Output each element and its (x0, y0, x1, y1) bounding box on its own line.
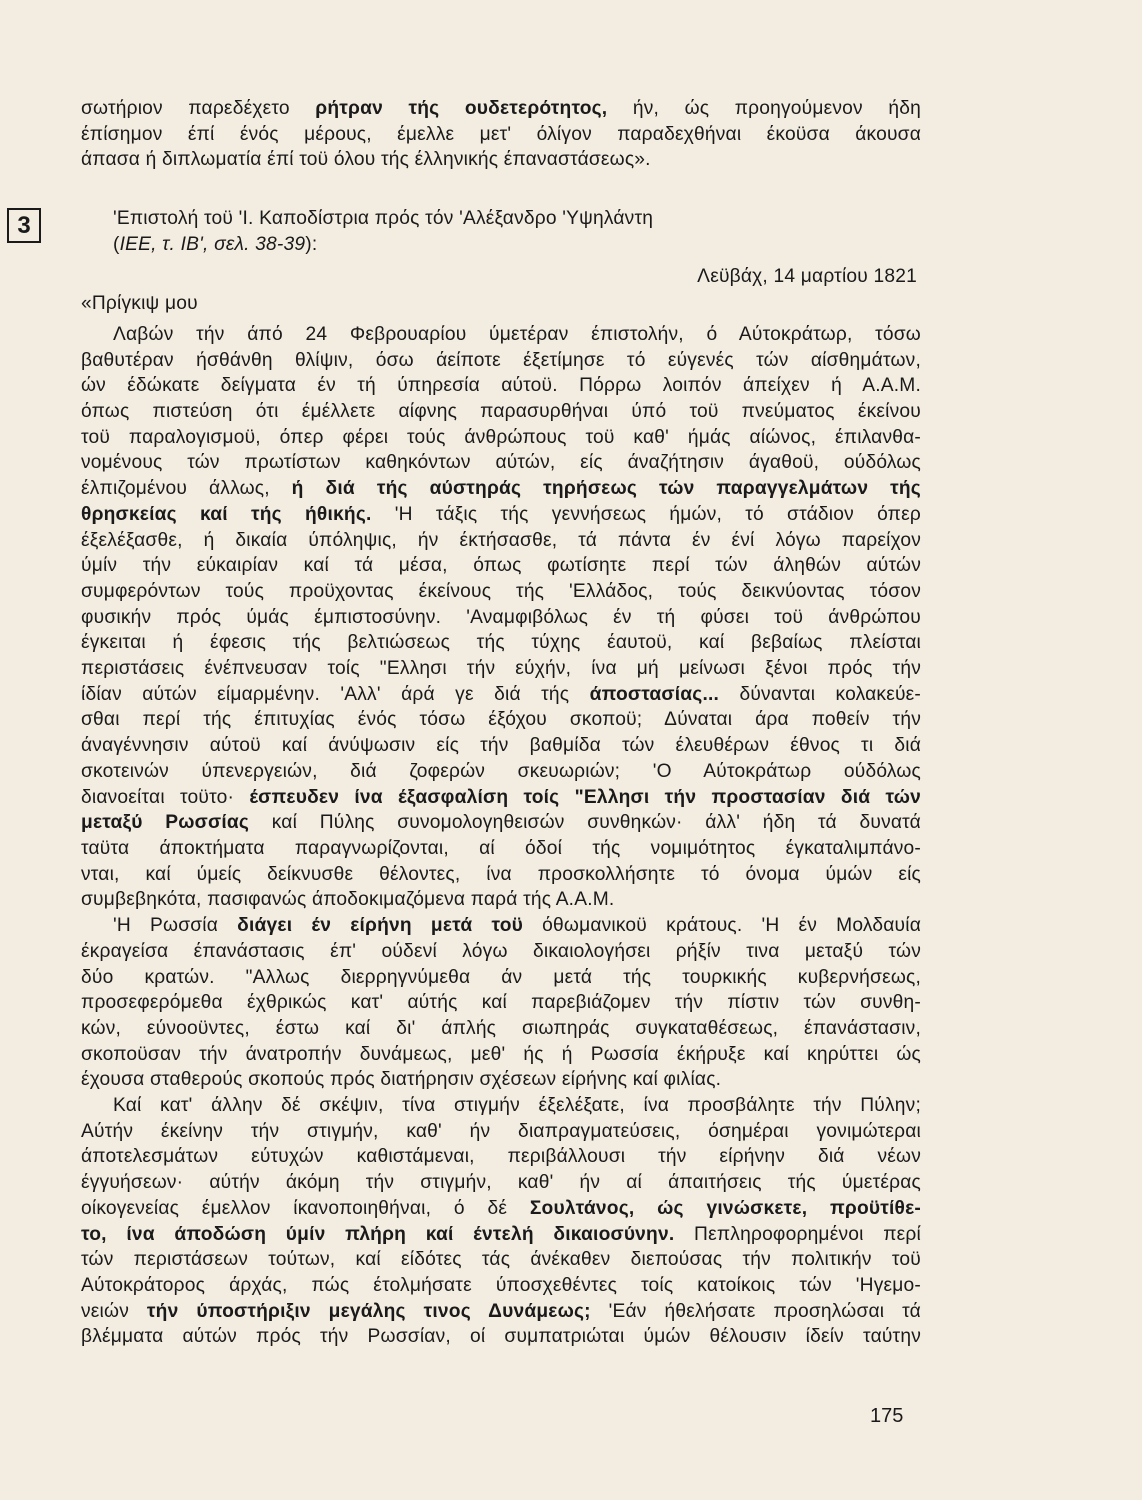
text-line (81, 682, 921, 708)
bold-text: ρήτραν τής ουδετερότητος, (315, 98, 608, 119)
text-run: δύνανται κολακεύε- (719, 683, 921, 705)
text-run: έξελέξασθε, ή δικαία ύπόληψις, ήν έκτήσασθε, τά πάντα έν ένί λόγω παρείχον (81, 529, 921, 551)
text-run: κών, εύνοοϋντες, έστω καί δι' άπλής σιωπηράς συγκαταθέσεως, έπανάστασιν, (81, 1017, 921, 1039)
text-line (81, 1196, 921, 1222)
text-run: ών έδώκατε δείγματα έν τή ύπηρεσία αύτοϋ. Πόρρω λοιπόν άπείχεν ή Α.Α.Μ. (81, 375, 921, 397)
text-run: 'Εάν ήθελήσατε προσηλώσαι τά (590, 1300, 921, 1322)
text-run: ίδίαν αύτών είμαρμένην. 'Αλλ' άρά γε διά τής (81, 683, 590, 705)
text-run: Λαβών τήν άπό 24 Φεβρουαρίου ύμετέραν έπιστολήν, ό Αύτοκράτωρ, τόσω (113, 323, 921, 345)
text-line (81, 656, 921, 682)
source-citation: ΙΕΕ, τ. ΙΒ', σελ. 38-39 (119, 233, 306, 255)
text-run: δύο κρατών. "Αλλως διερρηγνύμεθα άν μετά τής τουρκικής κυβερνήσεως, (81, 966, 921, 988)
text-run: όθωμανικοϋ κράτους. 'Η έν Μολδαυία (523, 915, 921, 937)
text-run: άπασα ή διπλωματία έπί τοϋ όλου τής έλληνικής έπαναστάσεως». (81, 149, 651, 171)
text-run: 'Η Ρωσσία (113, 915, 238, 937)
text-run: έκραγείσα έπανάστασις έπ' ούδενί λόγω δικαιολογήσει ρήξίν τινα μεταξύ τών (81, 940, 921, 962)
text-line (81, 553, 921, 579)
text-line (81, 96, 921, 122)
text-line (81, 373, 921, 399)
text-line (81, 1144, 921, 1170)
text-line (81, 1093, 921, 1119)
text-run: έχουσα σταθερούς σκοπούς πρός διατήρησιν σχέσεων είρήνης καί φιλίας. (81, 1069, 722, 1091)
text-run: σωτήριον παρεδέχετο (81, 98, 316, 119)
text-line (81, 322, 921, 348)
page-text (17, 96, 921, 1350)
text-line (81, 862, 921, 888)
text-run: περιστάσεις ένέπνευσαν τοίς "Ελλησι τήν εύχήν, ίνα μή μείνωσι ξένοι πρός τήν (81, 658, 921, 680)
text-run: σκοτεινών ύπενεργειών, διά ζοφερών σκευωριών; 'Ο Αύτοκράτωρ ούδόλως (81, 760, 921, 782)
text-run: Πεπληροφορημένοι περί (674, 1223, 921, 1245)
text-run: άναγέννησιν αύτοϋ καί άνύψωσιν είς τήν βαθμίδα τών έλευθέρων έθνος τι διά (81, 735, 921, 757)
text-line (81, 147, 921, 173)
section-heading: 'Επιστολή τοϋ 'Ι. Καποδίστρια πρός τόν 'Αλέξανδρο 'Υψηλάντη (113, 208, 654, 230)
bold-text: τήν ύποστήριξιν μεγάλης τινος Δυνάμεως; (146, 1300, 591, 1322)
text-run: διανοείται τοϋτο· (81, 786, 250, 808)
text-line (81, 1042, 921, 1068)
text-line (81, 707, 921, 733)
text-run: έγκειται ή έφεσις τής βελτιώσεως τής τύχης έαυτοϋ, καί βεβαίως πλείσται (81, 632, 921, 654)
text-run: σκοποϋσαν τήν άνατροπήν δυνάμεως, μεθ' ής ή Ρωσσία έκήρυξε καί κηρύττει ώς (81, 1043, 921, 1065)
text-run: τοϋ παραλογισμοϋ, όπερ φέρει τούς άνθρώπους τοϋ καθ' ήμάς αίώνος, έπιλανθα- (81, 426, 921, 448)
text-run: συμβεβηκότα, πασιφανώς άποδοκιμαζόμενα παρά τής Α.Α.Μ. (81, 889, 615, 911)
text-run: τών περιστάσεων τούτων, καί είδότες τάς άνέκαθεν διεπούσας τήν πολιτικήν τοϋ (81, 1249, 921, 1271)
bold-text: άποστασίας... (589, 683, 720, 705)
text-line (81, 450, 921, 476)
bold-text: θρησκείας καί τής ήθικής. (81, 503, 372, 525)
text-run: έπίσημον έπί ένός μέρους, έμελλε μετ' όλίγον παραδεχθήναι έκοϋσα άκουσα (81, 123, 921, 145)
text-line (81, 502, 921, 528)
document-section (17, 206, 921, 1350)
text-line (81, 887, 921, 913)
text-run: σθαι περί τής έπιτυχίας ένός τόσω έξόχου σκοποϋ; Δύναται άρα ποθείν τήν (81, 709, 921, 731)
text-line (81, 759, 921, 785)
text-line (81, 733, 921, 759)
text-run: καί Πύλης συνομολογηθεισών συνθηκών· άλλ' ήδη τά δυνατά (249, 812, 921, 834)
text-run: νομένους τών πρωτίστων καθηκόντων αύτών, είς άναζήτησιν άγαθοϋ, ούδόλως (81, 452, 921, 474)
text-line (81, 605, 921, 631)
text-line (81, 965, 921, 991)
text-line (81, 1247, 921, 1273)
text-run: φυσικήν πρός ύμάς έμπιστοσύνην. 'Αναμφιβόλως έν τή φύσει τοϋ άνθρώπου (81, 606, 921, 628)
text-line (81, 1273, 921, 1299)
text-line (81, 836, 921, 862)
text-run: ταϋτα άποκτήματα παραγνωρίζονται, αί όδοί τής νομιμότητος έγκαταλιμπάνο- (81, 837, 921, 859)
text-line (81, 1170, 921, 1196)
text-run: έλπιζομένου άλλως, (81, 478, 292, 500)
text-line (81, 1299, 921, 1325)
text-run: νειών (81, 1300, 147, 1322)
intro-paragraph (81, 96, 921, 173)
section-number-box: 3 (7, 208, 41, 243)
text-line (81, 810, 921, 836)
text-run: Αύτήν έκείνην τήν στιγμήν, καθ' ήν διαπραγματεύσεις, όσημέραι γονιμώτεραι (81, 1120, 921, 1142)
bold-text: διάγει έν είρήνη μετά τοϋ (237, 915, 524, 937)
text-line (81, 1324, 921, 1350)
place-date: Λεϋβάχ, 14 μαρτίου 1821 (697, 265, 917, 287)
text-run: νται, καί ύμείς δείκνυσθε θέλοντες, ίνα προσκολλήσητε τό όνομα ύμών είς (81, 863, 921, 885)
text-line (81, 1222, 921, 1248)
salutation: «Πρίγκιψ μου (81, 293, 198, 315)
text-line (81, 399, 921, 425)
text-line (81, 1016, 921, 1042)
text-line (81, 939, 921, 965)
text-line (81, 528, 921, 554)
bold-text: Σουλτάνος, ώς γινώσκετε, προϋτίθε- (529, 1197, 921, 1219)
bold-text: ή διά τής αύστηράς τηρήσεως τών παραγγελμάτων τής (291, 478, 921, 500)
text-line (81, 630, 921, 656)
text-run: 'Η τάξις τής γεννήσεως ήμών, τό στάδιον όπερ (371, 503, 921, 525)
text-line (81, 913, 921, 939)
text-run: ήν, ώς προηγούμενον ήδη (607, 98, 921, 119)
text-run: όπως πιστεύση ότι έμέλλετε αίφνης παρασυρθήναι ύπό τοϋ πνεύματος έκείνου (81, 401, 921, 423)
text-line (81, 785, 921, 811)
bold-text: μεταξύ Ρωσσίας (81, 812, 250, 834)
bold-text: έσπευδεν ίνα έξασφαλίση τοίς "Ελλησι τήν προστασίαν διά τών (249, 786, 921, 808)
text-line (81, 990, 921, 1016)
text-run: βλέμματα αύτών πρός τήν Ρωσσίαν, οί συμπατριώται ύμών θέλουσιν ίδείν ταύτην (81, 1326, 921, 1348)
text-line (81, 122, 921, 148)
text-line (81, 579, 921, 605)
page-number: 175 (870, 1405, 904, 1427)
text-line (81, 476, 921, 502)
text-run: άποτελεσμάτων εύτυχών καθιστάμεναι, περιβάλλουσι τήν είρήνην διά νέων (81, 1146, 921, 1168)
letter-body (81, 322, 921, 1350)
text-line (81, 348, 921, 374)
text-run: Καί κατ' άλλην δέ σκέψιν, τίνα στιγμήν έξελέξατε, ίνα προσβάλητε τήν Πύλην; (113, 1095, 921, 1117)
text-run: έγγυήσεων· αύτήν άκόμη τήν στιγμήν, καθ' ήν αί άπαιτήσεις τής ύμετέρας (81, 1172, 921, 1194)
text-run: ύμίν τήν εύκαιρίαν καί τά μέσα, όπως φωτίσητε περί τών άληθών αύτών (81, 555, 921, 577)
text-line (81, 425, 921, 451)
text-run: Αύτοκράτορος άρχάς, πώς έτολμήσατε ύποσχεθέντες τοίς κατοίκοις τών 'Ηγεμο- (81, 1274, 921, 1296)
text-run: προσεφερόμεθα έχθρικώς κατ' αύτής καί παρεβιάζομεν τήν πίστιν τών συνθη- (81, 992, 921, 1014)
text-line (81, 1119, 921, 1145)
text-run: οίκογενείας έμελλον ίκανοποιηθήναι, ό δέ (81, 1197, 530, 1219)
bold-text: το, ίνα άποδώση ύμίν πλήρη καί έντελή δικαιοσύνην. (81, 1223, 675, 1245)
text-run: συμφερόντων τούς προϋχοντας έκείνους τής 'Ελλάδος, τούς δεικνύοντας τόσον (81, 580, 921, 602)
text-run: βαθυτέραν ήσθάνθη θλίψιν, όσω άείποτε έξετίμησε τό εύγενές τών αίσθημάτων, (81, 349, 921, 371)
text-line (81, 1067, 921, 1093)
source-reference: (ΙΕΕ, τ. ΙΒ', σελ. 38-39): (113, 233, 318, 255)
